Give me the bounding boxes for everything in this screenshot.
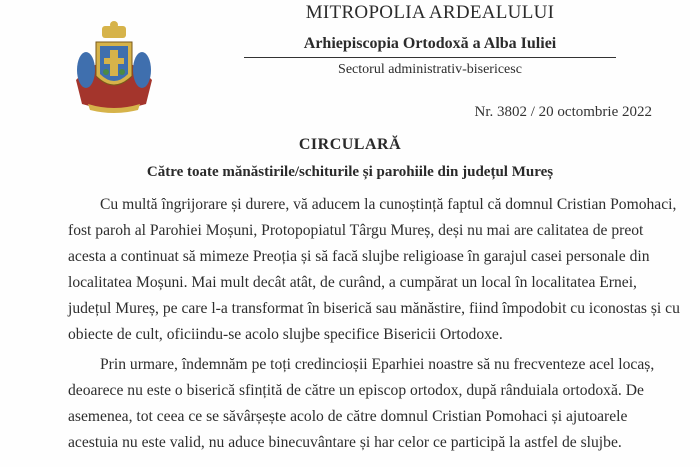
body-line: Cu multă îngrijorare și durere, vă aducem la cunoștință faptul că domnul Cristian Pomohaci, <box>100 196 677 213</box>
document-subtitle: Către toate mănăstirile/schiturile și parohiile din județul Mureș <box>146 164 554 180</box>
archdiocese-heading: Arhiepiscopia Ortodoxă a Alba Iuliei <box>303 35 557 52</box>
header-divider <box>244 57 616 58</box>
body-line: localitatea Moșuni. Mai mult decât atât, de curând, a cumpărat un local în localitatea Ernei, <box>68 274 637 291</box>
body-line: fost paroh al Parohiei Moșuni, Protopopiatul Târgu Mureș, deși nu mai are calitatea de preot <box>68 222 644 239</box>
orthodox-coat-of-arms-icon <box>66 20 162 116</box>
body-line: deoarece nu este o biserică sfințită de către un episcop ortodox, după rânduiala ortodoxă. De <box>68 382 644 399</box>
body-line: Prin urmare, îndemnăm pe toți credincioșii Eparhiei noastre să nu frecventeze acel locaș, <box>100 356 655 373</box>
sector-heading: Sectorul administrativ-bisericesc <box>338 62 522 77</box>
body-line: județul Mureș, pe care l-a transformat în biserică sau mănăstire, fiind împodobit cu iconostas și cu <box>68 300 680 317</box>
document-title: CIRCULARĂ <box>298 136 402 153</box>
body-line: asemenea, tot ceea ce se săvârșește acolo de către domnul Cristian Pomohaci și ajutoarele <box>68 408 628 425</box>
body-line: obiecte de cult, oficiindu-se acolo slujbe specifice Bisericii Ortodoxe. <box>68 326 503 343</box>
body-line: acesta a continuat să mimeze Preoția și să facă slujbe religioase în garajul casei personale din <box>68 248 650 265</box>
document-reference: Nr. 3802 / 20 octombrie 2022 <box>474 104 652 120</box>
body-line: acestuia nu este valid, nu aduce binecuvântare și har celor ce participă la astfel de slujbe. <box>68 434 622 451</box>
institution-heading: MITROPOLIA ARDEALULUI <box>305 2 555 23</box>
